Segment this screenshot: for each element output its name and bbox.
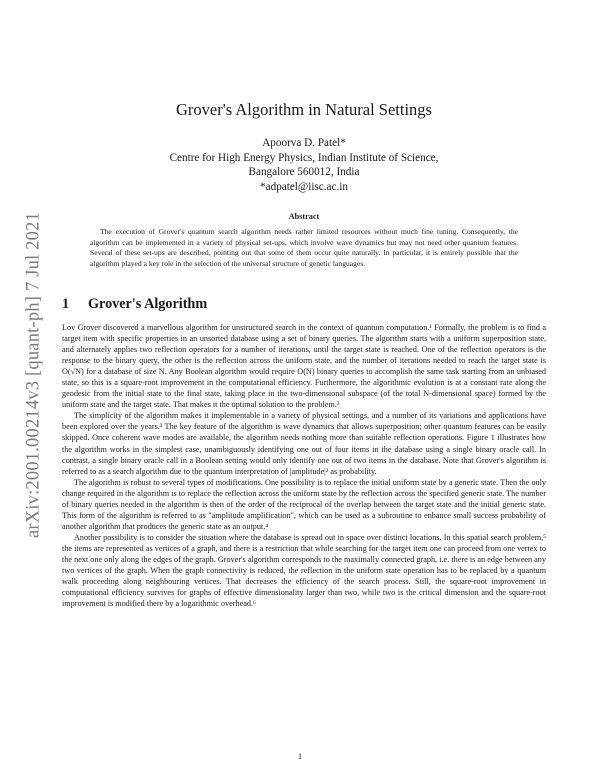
affiliation-line-2: Bangalore 560012, India <box>248 166 360 178</box>
section-body <box>62 322 546 609</box>
body-paragraph-1: Lov Grover discovered a marvellous algorithm for unstructured search in the context of quantum computation.¹ Formally, the problem is to find a target item with specific properties in an unsorted database using a set of binary queries. The algorithm starts with a uniform superposition state, and alternately applies two reflection operators for a number of iterations, until the target state is reached. One of the reflection operators is the response to the binary query, the other is the reflection across the uniform state, and the number of iterations needed to reach the target state is O(√N) for a database of size N. Any Boolean algorithm would require O(N) binary queries to accomplish the same task starting from an unbiased state, so this is a square-root improvement in the computational efficiency. Furthermore, the algorithmic evolution is at a constant rate along the geodesic from the initial state to the final state, taking place in the two-dimensional subspace (of the total N-dimensional space) formed by the uniform state and the target state. That makes it the optimal solution to the problem.² <box>62 323 546 410</box>
section-number: 1 <box>62 296 70 312</box>
affiliation-line-1: Centre for High Energy Physics, Indian Institute of Science, <box>169 151 439 164</box>
body-paragraph-4: Another possibility is to consider the situation where the database is spread out in space over distinct locations. In this spatial search problem,⁵ the items are represented as vertices of a graph, and there is a restriction that while searching for the target item one can proceed from one vertex to the next one only along the edges of the graph. Grover's algorithm corresponds to the maximally connected graph, i.e. there is an edge between any two vertices of the graph. When the graph connectivity is reduced, the reflection in the uniform state operation has to be replaced by a quantum walk proceeding along neighbouring vertices. That decreases the efficiency of the search process. Still, the square-root improvement in computational efficiency survives for graphs of effective dimensionality larger than two, while two is the critical dimension and the square-root improvement is modified there by a logarithmic overhead.⁶ <box>62 532 546 609</box>
abstract-text: The execution of Grover's quantum search algorithm needs rather limited resources without much fine tuning. Consequently, the algorithm can be implemented in a variety of physical set-ups, which involve wave dynamics but may not need other quantum features. Several of these set-ups are described, pointing out that some of them occur quite naturally. In particular, it is entirely possible that the algorithm played a key role in the selection of the universal structure of genetic languages. <box>90 227 518 269</box>
section-title: Grover's Algorithm <box>88 296 208 312</box>
body-paragraph-2: The simplicity of the algorithm makes it implementable in a variety of physical settings, and a number of its variations and applications have been explored over the years.³ The key feature of the algorithm is wave dynamics that allows superposition; other quantum features can be easily skipped. Once coherent wave modes are available, the algorithm needs nothing more than suitable reflection operations. Figure 1 illustrates how the algorithm works in the simplest case, unambiguously identifying one out of four items in the database using a single binary oracle call. In contrast, a single binary oracle call in a Boolean setting would only identify one out of two items in the database. Note that Grover's algorithm is referred to as a search algorithm due to the quantum interpretation of |amplitude|² as probability. <box>62 411 546 476</box>
arxiv-sidebar-stamp <box>20 190 48 560</box>
body-paragraph-3: The algorithm is robust to several types of modifications. One possibility is to replace the initial uniform state by a generic state. Then the only change required in the algorithm is to replace the reflection across the uniform state by the reflection across the specified generic state. The number of binary queries needed in the algorithm is then of the order of the reciprocal of the overlap between the target state and the initial generic state. This form of the algorithm is referred to as "amplitude amplification", which can be used as a subroutine to enhance small success probability of another algorithm that produces the generic state as an output.⁴ <box>62 477 546 531</box>
abstract-heading: Abstract <box>288 212 320 221</box>
section-heading <box>62 296 546 313</box>
author-block <box>62 136 546 194</box>
arxiv-identifier: arXiv:2001.00214v3 [quant-ph] 7 Jul 2021 <box>23 211 44 539</box>
author-email: *adpatel@iisc.ac.in <box>260 180 348 193</box>
author-name: Apoorva D. Patel* <box>262 137 346 149</box>
page-number: 1 <box>297 752 303 761</box>
paper-title: Grover's Algorithm in Natural Settings <box>176 100 432 119</box>
